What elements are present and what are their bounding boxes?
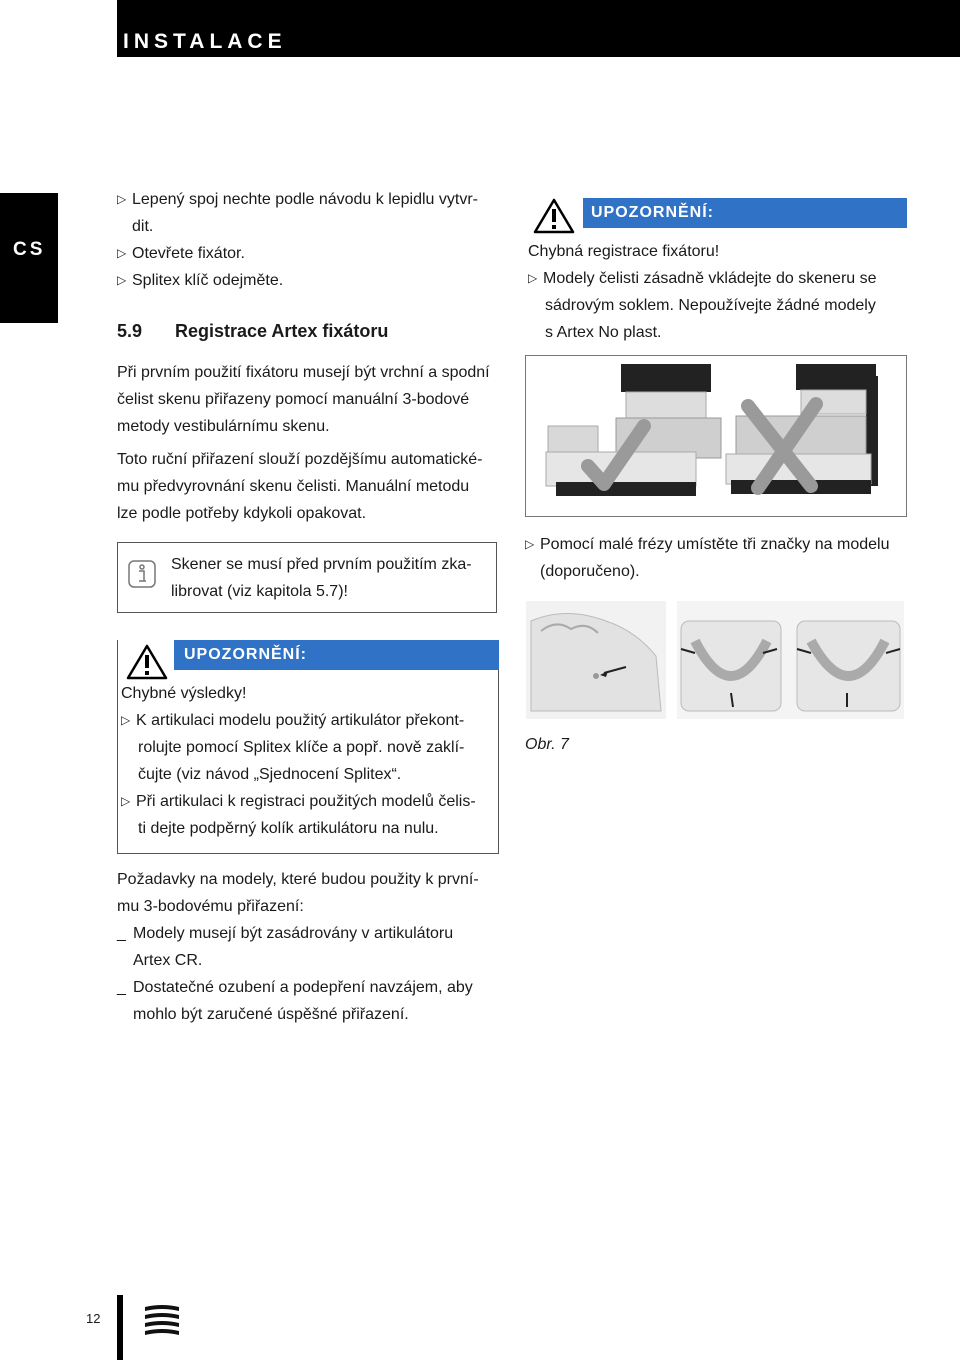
bullet-icon: ▷ — [528, 271, 538, 285]
install-steps-list — [117, 186, 507, 294]
info-box — [117, 542, 497, 613]
info-line: Skener se musí před prvním použitím zka- — [171, 556, 472, 573]
warning-header: UPOZORNĚNÍ: — [583, 198, 907, 228]
list-item: ▷ Otevřete fixátor. — [117, 240, 507, 267]
warning-icon — [126, 644, 168, 680]
info-person-icon — [128, 560, 156, 588]
articulator-comparison-photo — [525, 355, 907, 517]
warning-icon — [533, 198, 575, 234]
language-tab — [0, 193, 58, 323]
figure-label: Obr. 7 — [525, 736, 569, 753]
list-item: ▷ Splitex klíč odejměte. — [117, 267, 507, 294]
model-requirements: Požadavky na modely, které budou použity k první- mu 3-bodovému přiřazení: _ Modely musejí být zasádrovány v artikulátoru Artex CR. _ Dostatečné ozubení a podepření navzájem, aby mohlo být zaručené úspěšné přiřazení. — [117, 866, 517, 1028]
language-code: CS — [13, 239, 46, 260]
list-item: ▷ Lepený spoj nechte podle návodu k lepidlu vytvr- — [117, 186, 507, 213]
info-line: librovat (viz kapitola 5.7)! — [171, 583, 348, 600]
model-mark-closeup-photo — [526, 601, 666, 719]
page-number: 12 — [86, 1311, 101, 1326]
bullet-icon: ▷ — [117, 246, 127, 260]
paragraph-intro: Při prvním použití fixátoru musejí být vrchní a spodní čelist skenu přiřazeny pomocí manuální 3-bodové metody vestibulárnímu skenu. — [117, 364, 490, 435]
bullet-icon: ▷ — [121, 794, 131, 808]
section-title: Registrace Artex fixátoru — [175, 321, 389, 341]
warning-box-registration: UPOZORNĚNÍ: Chybná registrace fixátoru! ▷ Modely čelisti zásadně vkládejte do skeneru se sádrovým soklem. Nepoužívejte žádné modely s Artex No plast. — [525, 198, 907, 346]
bullet-icon: ▷ — [117, 273, 127, 287]
warning-title: Chybné výsledky! — [121, 685, 247, 702]
company-logo-icon — [143, 1303, 181, 1337]
jaw-models-with-marks-photo — [677, 601, 904, 719]
warning-box-results: UPOZORNĚNÍ: Chybné výsledky! ▷ K artikulaci modelu použitý artikulátor překont- rolujte pomocí Splitex klíče a popř. nově zaklí- čujte (viz návod „Sjednocení Splitex“. ▷ Při artikulaci k registraci použitých modelů čelis- ti dejte podpěrný kolík artikulátoru na nulu. — [117, 640, 499, 854]
articulator-illustration — [526, 356, 906, 516]
section-number: 5.9 — [117, 321, 143, 341]
paragraph-manual-assignment: Toto ruční přiřazení slouží pozdějšímu automatické- mu předvyrovnání skenu čelisti. Manuální metodu lze podle potřeby kdykoli opakovat. — [117, 451, 483, 522]
warning-header: UPOZORNĚNÍ: — [174, 640, 499, 670]
footer-bar — [117, 1295, 123, 1360]
bullet-icon: ▷ — [525, 537, 535, 551]
warning-item: ▷ Modely čelisti zásadně vkládejte do skeneru se — [528, 265, 908, 292]
warning-title: Chybná registrace fixátoru! — [528, 243, 720, 260]
bullet-icon: ▷ — [117, 192, 127, 206]
list-item-continuation: dit. — [132, 218, 154, 235]
warning-item: ▷ Při artikulaci k registraci použitých modelů čelis- — [121, 788, 497, 815]
mark-instruction: ▷ Pomocí malé frézy umístěte tři značky na modelu (doporučeno). — [525, 531, 925, 585]
list-item: ▷ Pomocí malé frézy umístěte tři značky na modelu — [525, 531, 925, 558]
warning-item: ▷ K artikulaci modelu použitý artikulátor překont- — [121, 707, 497, 734]
bullet-icon: ▷ — [121, 713, 131, 727]
requirement-item: _ Modely musejí být zasádrovány v artikulátoru — [117, 925, 454, 942]
page-header-title: INSTALACE — [123, 30, 287, 53]
requirement-item: _ Dostatečné ozubení a podepření navzájem, aby — [117, 979, 473, 996]
